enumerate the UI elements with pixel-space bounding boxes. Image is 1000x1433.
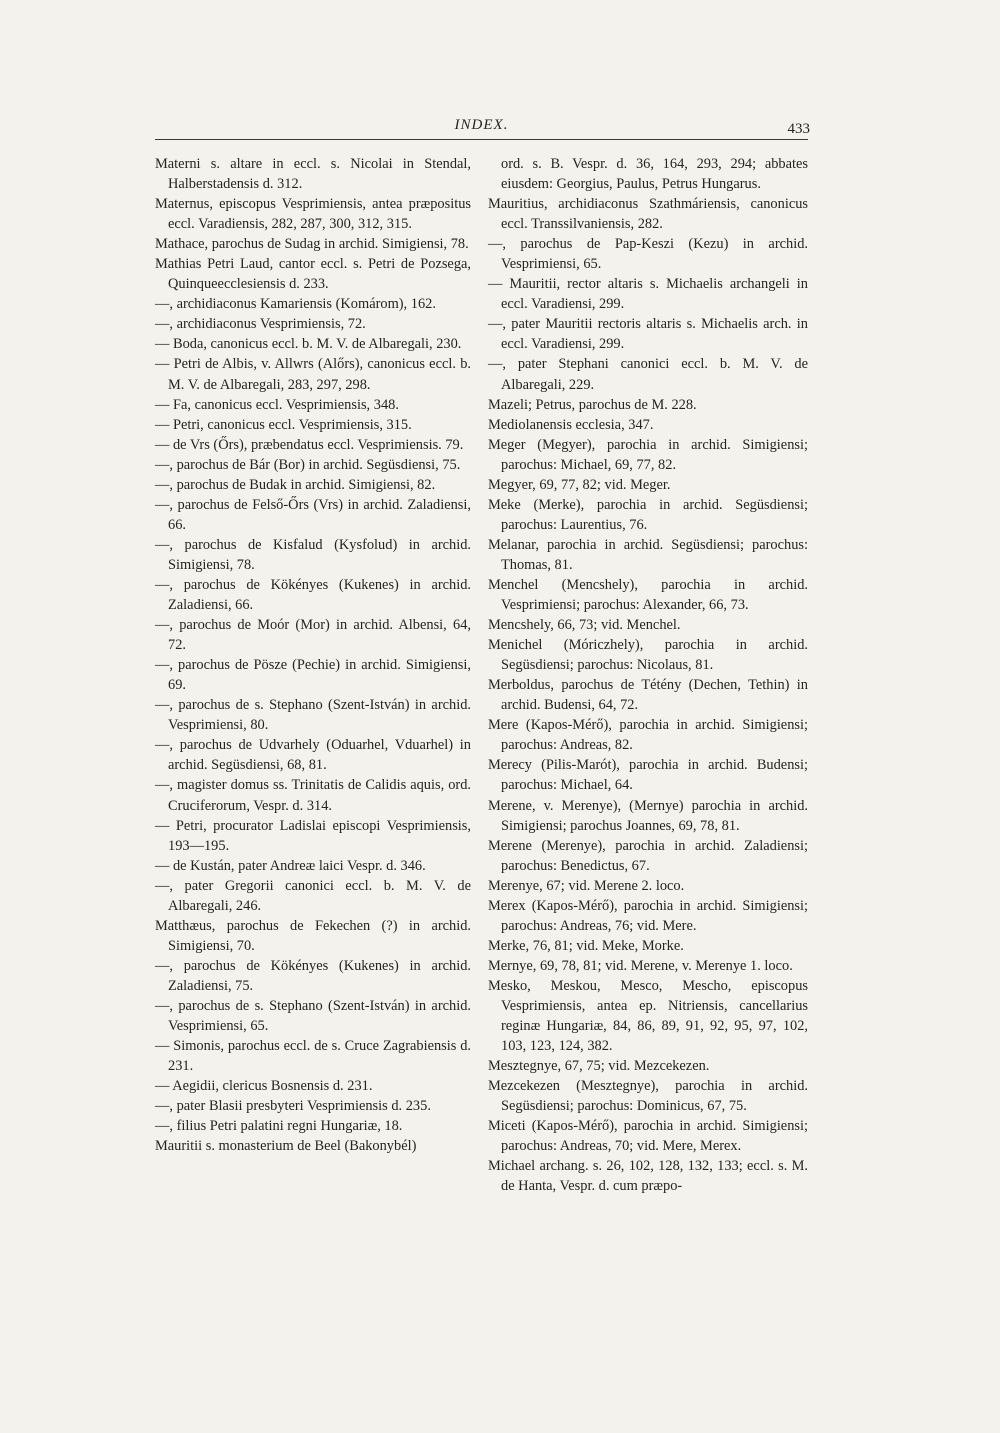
- index-entry: Meke (Merke), parochia in archid. Següsdiensi; parochus: Laurentius, 76.: [488, 496, 808, 533]
- index-entry: —, parochus de Pösze (Pechie) in archid. Simigiensi, 69.: [155, 657, 471, 694]
- index-entry: Merboldus, parochus de Tétény (Dechen, Tethin) in archid. Budensi, 64, 72.: [488, 677, 808, 714]
- right-column: [488, 154, 808, 1196]
- index-entry: ord. s. B. Vespr. d. 36, 164, 293, 294; abbates eiusdem: Georgius, Paulus, Petrus Hungarus.: [501, 156, 808, 193]
- index-entry: Mernye, 69, 78, 81; vid. Merene, v. Merenye 1. loco.: [488, 957, 793, 974]
- index-entry: —, parochus de Kökényes (Kukenes) in archid. Zaladiensi, 66.: [155, 576, 471, 614]
- index-entry: —, pater Blasii presbyteri Vesprimiensis d. 235.: [155, 1098, 431, 1115]
- index-entry: Menichel (Móriczhely), parochia in archid. Següsdiensi; parochus: Nicolaus, 81.: [488, 637, 808, 674]
- index-entry: Mere (Kapos-Mérő), parochia in archid. Simigiensi; parochus: Andreas, 82.: [488, 717, 808, 754]
- index-entry: Mezcekezen (Mesztegnye), parochia in archid. Següsdiensi; parochus: Dominicus, 67, 75.: [488, 1078, 808, 1115]
- index-entry: Merene (Merenye), parochia in archid. Zaladiensi; parochus: Benedictus, 67.: [488, 837, 808, 874]
- index-entry: —, archidiaconus Kamariensis (Komárom), 162.: [155, 296, 436, 313]
- left-column: [155, 154, 471, 1156]
- index-entry: — Petri, canonicus eccl. Vesprimiensis, 315.: [155, 416, 412, 433]
- index-entry: Miceti (Kapos-Mérő), parochia in archid. Simigiensi; parochus: Andreas, 70; vid. Mere, Merex.: [488, 1118, 808, 1155]
- index-entry: —, filius Petri palatini regni Hungariæ, 18.: [155, 1118, 403, 1135]
- index-entry: — Fa, canonicus eccl. Vesprimiensis, 348.: [155, 396, 399, 413]
- index-entry: —, parochus de Pap-Keszi (Kezu) in archid. Vesprimiensi, 65.: [488, 236, 808, 273]
- index-entry: Michael archang. s. 26, 102, 128, 132, 133; eccl. s. M. de Hanta, Vespr. d. cum præpo-: [488, 1158, 808, 1195]
- index-entry: —, parochus de Kisfalud (Kysfolud) in archid. Simigiensi, 78.: [155, 536, 471, 573]
- index-entry: —, magister domus ss. Trinitatis de Calidis aquis, ord. Cruciferorum, Vespr. d. 314.: [155, 777, 471, 814]
- index-entry: Mauritius, archidiaconus Szathmáriensis, canonicus eccl. Transsilvaniensis, 282.: [488, 196, 808, 233]
- index-entry: Mencshely, 66, 73; vid. Menchel.: [488, 617, 681, 634]
- index-entry: —, archidiaconus Vesprimiensis, 72.: [155, 316, 366, 333]
- index-entry: —, parochus de Kökényes (Kukenes) in archid. Zaladiensi, 75.: [155, 957, 471, 994]
- header-rule: [155, 139, 808, 140]
- index-entry: Mediolanensis ecclesia, 347.: [488, 416, 654, 433]
- index-entry: Meger (Megyer), parochia in archid. Simigiensi; parochus: Michael, 69, 77, 82.: [488, 436, 808, 473]
- index-entry: —, parochus de Udvarhely (Oduarhel, Vduarhel) in archid. Següsdiensi, 68, 81.: [155, 737, 471, 774]
- page-number: 433: [787, 121, 810, 137]
- index-entry: Merenye, 67; vid. Merene 2. loco.: [488, 877, 685, 894]
- index-entry: Merex (Kapos-Mérő), parochia in archid. Simigiensi; parochus: Andreas, 76; vid. Mere.: [488, 897, 808, 934]
- index-entry: Mesztegnye, 67, 75; vid. Mezcekezen.: [488, 1058, 710, 1075]
- index-entry: Merke, 76, 81; vid. Meke, Morke.: [488, 937, 684, 954]
- index-entry: Menchel (Mencshely), parochia in archid. Vesprimiensi; parochus: Alexander, 66, 73.: [488, 576, 808, 614]
- index-entry: Mesko, Meskou, Mesco, Mescho, episcopus Vesprimiensis, antea ep. Nitriensis, cancellarius reginæ Hungariæ, 84, 86, 89, 91, 92, 95, 97, 102, 103, 123, 124, 382.: [488, 977, 808, 1055]
- index-entry: Merecy (Pilis-Marót), parochia in archid. Budensi; parochus: Michael, 64.: [488, 757, 808, 794]
- index-entry: Megyer, 69, 77, 82; vid. Meger.: [488, 476, 671, 493]
- index-entry: Materni s. altare in eccl. s. Nicolai in Stendal, Halberstadensis d. 312.: [155, 156, 471, 193]
- index-entry: —, parochus de Bár (Bor) in archid. Següsdiensi, 75.: [155, 456, 461, 473]
- running-header: [155, 117, 808, 141]
- index-entry: Mauritii s. monasterium de Beel (Bakonybél): [155, 1138, 417, 1155]
- index-entry: —, pater Gregorii canonici eccl. b. M. V. de Albaregali, 246.: [155, 877, 471, 914]
- index-entry: — Simonis, parochus eccl. de s. Cruce Zagrabiensis d. 231.: [155, 1038, 471, 1075]
- page-title: INDEX.: [454, 117, 509, 133]
- index-entry: — Mauritii, rector altaris s. Michaelis archangeli in eccl. Varadiensi, 299.: [488, 276, 808, 313]
- index-entry: —, parochus de s. Stephano (Szent-István) in archid. Vesprimiensi, 80.: [155, 697, 471, 734]
- index-entry: Matthæus, parochus de Fekechen (?) in archid. Simigiensi, 70.: [155, 917, 471, 954]
- index-entry: — de Vrs (Őrs), præbendatus eccl. Vesprimiensis. 79.: [155, 436, 464, 453]
- index-entry: —, parochus de s. Stephano (Szent-István) in archid. Vesprimiensi, 65.: [155, 997, 471, 1035]
- index-entry: —, parochus de Budak in archid. Simigiensi, 82.: [155, 476, 436, 493]
- index-entry: —, pater Mauritii rectoris altaris s. Michaelis arch. in eccl. Varadiensi, 299.: [488, 316, 808, 353]
- index-entry: —, parochus de Moór (Mor) in archid. Albensi, 64, 72.: [155, 617, 471, 654]
- index-entry: — Aegidii, clericus Bosnensis d. 231.: [155, 1078, 373, 1095]
- index-entry: Maternus, episcopus Vesprimiensis, antea præpositus eccl. Varadiensis, 282, 287, 300, 312, 315.: [155, 196, 471, 233]
- index-entry: —, parochus de Felső-Őrs (Vrs) in archid. Zaladiensi, 66.: [155, 496, 471, 533]
- index-entry: Mathias Petri Laud, cantor eccl. s. Petri de Pozsega, Quinqueecclesiensis d. 233.: [155, 256, 471, 293]
- index-entry: —, pater Stephani canonici eccl. b. M. V. de Albaregali, 229.: [488, 356, 808, 393]
- index-entry: — Boda, canonicus eccl. b. M. V. de Albaregali, 230.: [155, 336, 462, 353]
- index-entry: Merene, v. Merenye), (Mernye) parochia in archid. Simigiensi; parochus Joannes, 69, 78, 81.: [488, 797, 808, 834]
- index-entry: — Petri, procurator Ladislai episcopi Vesprimiensis, 193—195.: [155, 817, 471, 854]
- index-entry: Mathace, parochus de Sudag in archid. Simigiensi, 78.: [155, 236, 469, 253]
- index-entry: — Petri de Albis, v. Allwrs (Alőrs), canonicus eccl. b. M. V. de Albaregali, 283, 297, 298.: [155, 356, 471, 393]
- index-entry: — de Kustán, pater Andreæ laici Vespr. d. 346.: [155, 857, 426, 874]
- index-entry: Mazeli; Petrus, parochus de M. 228.: [488, 396, 697, 413]
- index-entry: Melanar, parochia in archid. Següsdiensi; parochus: Thomas, 81.: [488, 536, 808, 573]
